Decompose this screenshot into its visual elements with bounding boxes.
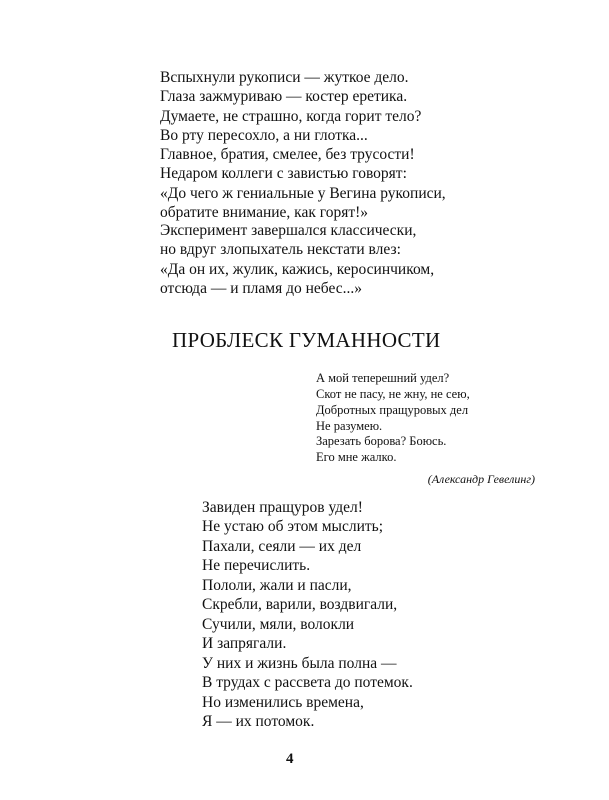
verse-line: А мой теперешний удел? <box>316 371 450 385</box>
verse-line: Добротных пращуровых дел <box>316 403 469 417</box>
verse-line: Недаром коллеги с завистью говорят: <box>160 165 407 183</box>
verse-line: Главное, братия, смелее, без трусости! <box>160 146 415 163</box>
page-number: 4 <box>286 751 294 767</box>
verse-line: «До чего ж гениальные у Вегина рукописи, <box>160 184 446 202</box>
verse-line: отсюда — и пламя до небес...» <box>160 279 362 297</box>
verse-line: Я — их потомок. <box>202 712 315 730</box>
poem1-stanza-2 <box>160 145 446 222</box>
poem2-stanza-3 <box>202 654 413 731</box>
verse-line: У них и жизнь была полна — <box>202 655 397 672</box>
verse-line: Не перечислить. <box>202 556 311 574</box>
epigraph-attribution: (Александр Гевелинг) <box>427 472 535 486</box>
verse-line: Пололи, жали и пасли, <box>202 577 352 594</box>
verse-line: обратите внимание, как горят!» <box>160 203 369 221</box>
verse-line: Во рту пересохло, а ни глотка... <box>160 126 368 144</box>
verse-line: Думаете, не страшно, когда горит тело? <box>160 107 422 125</box>
verse-line: Завиден пращуров удел! <box>202 499 363 516</box>
verse-line: Зарезать борова? Боюсь. <box>316 434 447 448</box>
verse-line: Скребли, варили, воздвигали, <box>202 596 398 614</box>
verse-line: Его мне жалко. <box>316 450 397 464</box>
verse-line: Не разумею. <box>316 419 383 433</box>
verse-line: Не устаю об этом мыслить; <box>202 518 384 536</box>
poem1-stanza-1 <box>160 68 421 145</box>
poem-title: ПРОБЛЕСК ГУМАННОСТИ <box>172 328 441 352</box>
verse-line: Скот не пасу, не жну, не сею, <box>316 387 470 401</box>
epigraph-stanza-1 <box>316 370 470 434</box>
verse-line: Но изменились времена, <box>202 693 364 711</box>
verse-line: В трудах с рассвета до потемок. <box>202 674 413 692</box>
verse-line: Сучили, мяли, волокли <box>202 615 355 633</box>
verse-line: но вдруг злопыхатель некстати влез: <box>160 241 401 259</box>
epigraph-stanza-2 <box>316 433 446 465</box>
verse-line: И запрягали. <box>202 634 287 652</box>
verse-line: «Да он их, жулик, кажись, керосинчиком, <box>160 260 435 278</box>
poem2-stanza-2 <box>202 576 397 653</box>
verse-line: Пахали, сеяли — их дел <box>202 537 362 555</box>
verse-line: Эксперимент завершался классически, <box>160 222 417 239</box>
poem1-stanza-3 <box>160 221 434 298</box>
poem2-stanza-1 <box>202 498 383 575</box>
verse-line: Вспыхнули рукописи — жуткое дело. <box>160 69 409 86</box>
verse-line: Глаза зажмуриваю — костер еретика. <box>160 88 408 106</box>
